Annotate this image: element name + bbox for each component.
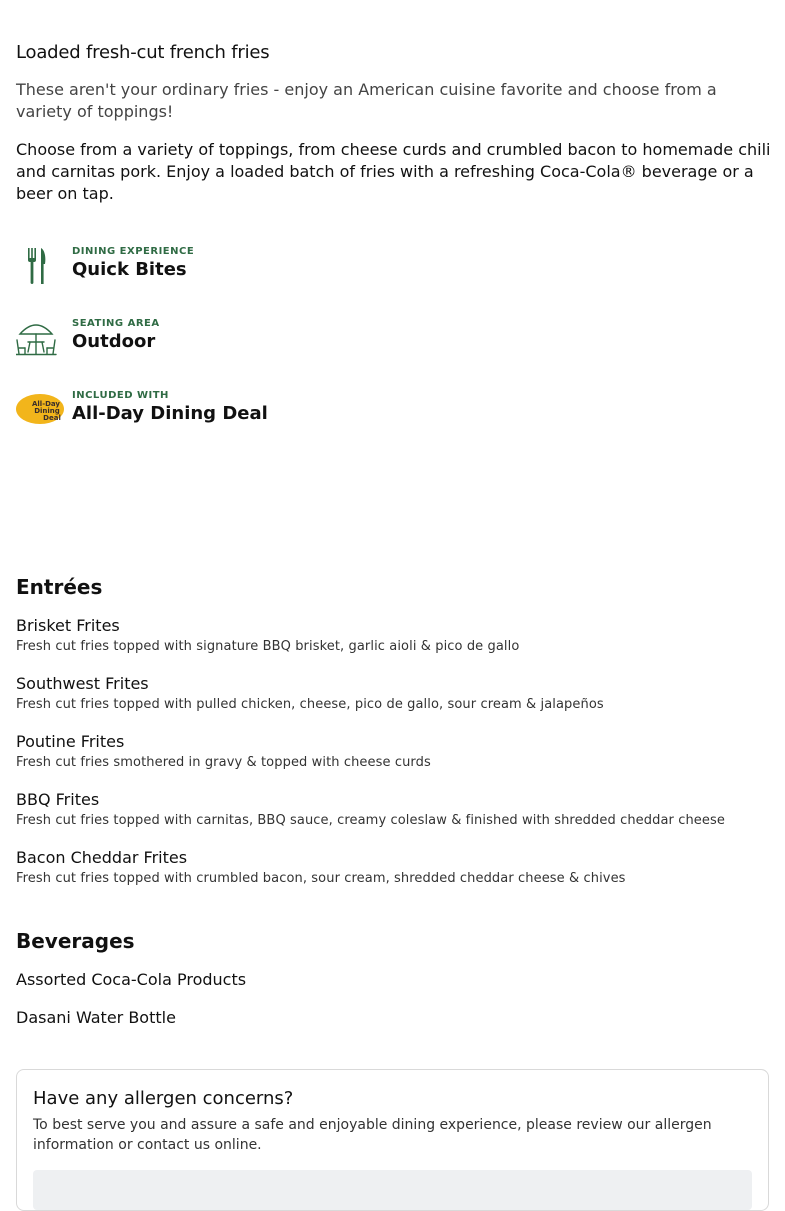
fork-knife-icon bbox=[16, 246, 64, 294]
entrees-heading: Entrées bbox=[16, 575, 103, 599]
menu-item-name: BBQ Frites bbox=[16, 790, 100, 809]
menu-item-description: Fresh cut fries topped with signature BBQ brisket, garlic aioli & pico de gallo bbox=[16, 639, 520, 654]
menu-item-description: Fresh cut fries smothered in gravy & topped with cheese curds bbox=[16, 755, 431, 770]
page-title: Loaded fresh-cut french fries bbox=[16, 42, 270, 63]
svg-text:All-Day: All-Day bbox=[31, 400, 61, 408]
menu-item-name: Brisket Frites bbox=[16, 616, 120, 635]
allergen-title: Have any allergen concerns? bbox=[33, 1088, 294, 1109]
svg-text:Deal: Deal bbox=[43, 414, 61, 422]
intro-text: These aren't your ordinary fries - enjoy an American cuisine favorite and choose from a variety of toppings! bbox=[16, 80, 717, 121]
menu-item-description: Fresh cut fries topped with pulled chicken, cheese, pico de gallo, sour cream & jalapeños bbox=[16, 697, 604, 712]
outdoor-seating-icon bbox=[16, 318, 64, 366]
info-label: DINING EXPERIENCE bbox=[72, 246, 195, 257]
description-text: Choose from a variety of toppings, from cheese curds and crumbled bacon to homemade chili and carnitas pork. Enjoy a loaded batch of fries with a refreshing Coca-Cola® beverage or a beer on tap. bbox=[16, 140, 771, 203]
menu-item-name: Bacon Cheddar Frites bbox=[16, 848, 188, 867]
beverage-item-name: Assorted Coca-Cola Products bbox=[16, 970, 247, 989]
info-value: Outdoor bbox=[72, 331, 156, 352]
beverage-item-name: Dasani Water Bottle bbox=[16, 1008, 176, 1027]
menu-item-name: Poutine Frites bbox=[16, 732, 125, 751]
all-day-dining-deal-logo bbox=[16, 390, 64, 438]
menu-item-name: Southwest Frites bbox=[16, 674, 149, 693]
allergen-action-bar[interactable] bbox=[33, 1170, 752, 1210]
svg-text:Dining: Dining bbox=[34, 407, 60, 415]
allergen-card bbox=[16, 1069, 769, 1211]
beverages-heading: Beverages bbox=[16, 929, 135, 953]
allergen-text: To best serve you and assure a safe and enjoyable dining experience, please review our allergen information or contact us online. bbox=[33, 1117, 712, 1153]
menu-item-description: Fresh cut fries topped with carnitas, BBQ sauce, creamy coleslaw & finished with shredded cheddar cheese bbox=[16, 813, 725, 828]
info-value: All-Day Dining Deal bbox=[72, 403, 268, 424]
menu-item-description: Fresh cut fries topped with crumbled bacon, sour cream, shredded cheddar cheese & chives bbox=[16, 871, 626, 886]
info-label: INCLUDED WITH bbox=[72, 390, 169, 401]
info-label: SEATING AREA bbox=[72, 318, 160, 329]
info-value: Quick Bites bbox=[72, 259, 187, 280]
